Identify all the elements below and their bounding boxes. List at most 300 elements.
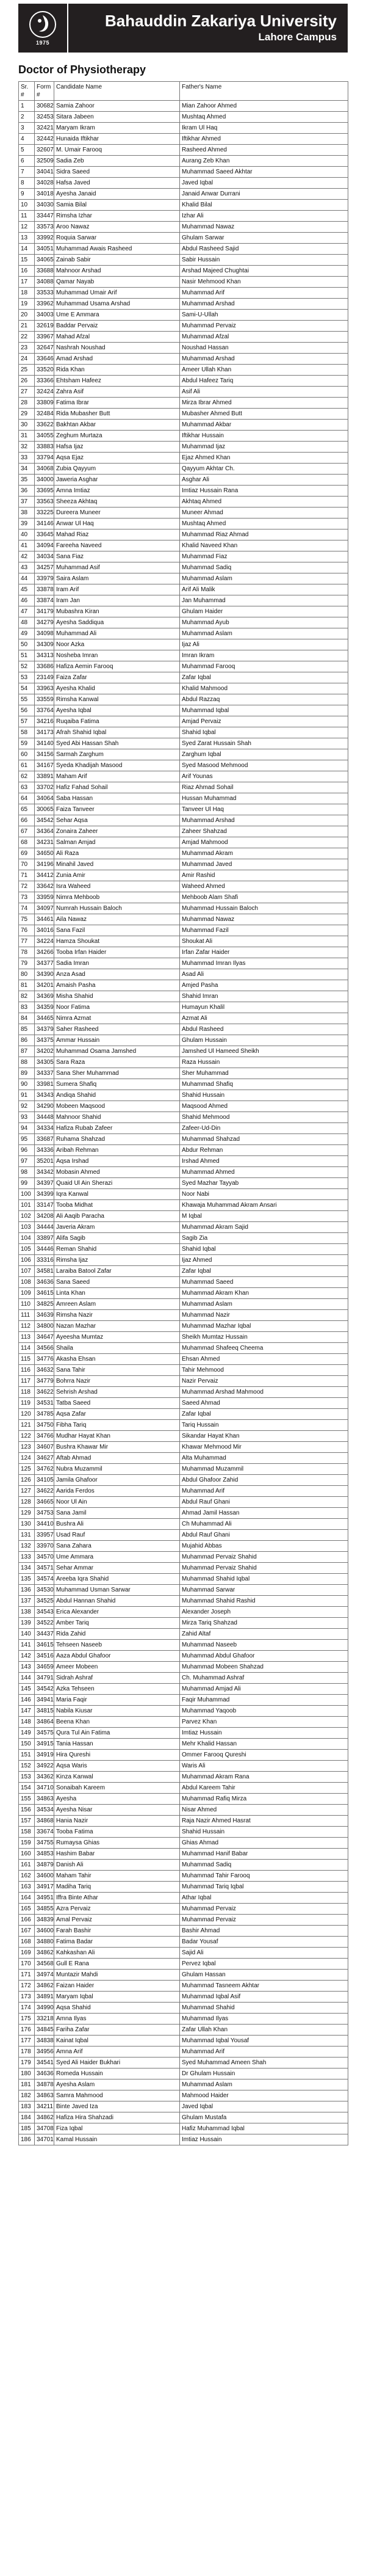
- table-row: [19, 683, 348, 694]
- form-number-cell: 32607: [35, 145, 54, 156]
- fathers-name-cell: Abdul Rauf Ghani: [180, 1530, 348, 1541]
- sr-cell: 29: [19, 409, 35, 420]
- table-row: [19, 343, 348, 354]
- table-row: [19, 1387, 348, 1398]
- sr-cell: 117: [19, 1376, 35, 1387]
- form-number-cell: 34622: [35, 1486, 54, 1497]
- candidate-name-cell: Quaid Ul Ain Sherazi: [54, 1178, 180, 1189]
- form-number-cell: 34570: [35, 1552, 54, 1563]
- sr-cell: 24: [19, 354, 35, 365]
- fathers-name-cell: Muhammad Arshad: [180, 354, 348, 365]
- table-row: [19, 1442, 348, 1453]
- table-row: [19, 1915, 348, 1926]
- form-number-cell: 32619: [35, 321, 54, 332]
- candidate-name-cell: Ehtsham Hafeez: [54, 376, 180, 387]
- fathers-name-cell: Sagib Zia: [180, 1233, 348, 1244]
- table-row: [19, 431, 348, 442]
- form-number-cell: 34167: [35, 760, 54, 771]
- table-row: [19, 1024, 348, 1035]
- candidate-name-cell: Sidra Saeed: [54, 167, 180, 178]
- candidate-name-cell: Aila Nawaz: [54, 914, 180, 925]
- form-number-cell: 33695: [35, 486, 54, 497]
- fathers-name-cell: Zafeer-Ud-Din: [180, 1123, 348, 1134]
- table-row: [19, 947, 348, 958]
- sr-cell: 92: [19, 1101, 35, 1112]
- form-number-cell: 33559: [35, 694, 54, 705]
- sr-cell: 126: [19, 1475, 35, 1486]
- fathers-name-cell: Zafar Iqbal: [180, 1266, 348, 1277]
- candidate-name-cell: Amna Arif: [54, 2047, 180, 2058]
- column-header-form: Form #: [35, 82, 54, 101]
- fathers-name-cell: Mushtaq Ahmed: [180, 518, 348, 529]
- sr-cell: 94: [19, 1123, 35, 1134]
- sr-cell: 49: [19, 628, 35, 639]
- fathers-name-cell: Khalid Naveed Khan: [180, 540, 348, 551]
- sr-cell: 28: [19, 398, 35, 409]
- table-row: [19, 2101, 348, 2112]
- table-row: [19, 738, 348, 749]
- table-row: [19, 694, 348, 705]
- candidate-name-cell: Zainab Sabir: [54, 255, 180, 266]
- fathers-name-cell: Faqir Muhammad: [180, 1695, 348, 1706]
- candidate-name-cell: Fiza Iqbal: [54, 2123, 180, 2134]
- fathers-name-cell: Muhammad Fazil: [180, 925, 348, 936]
- sr-cell: 177: [19, 2036, 35, 2047]
- table-row: [19, 354, 348, 365]
- table-row: [19, 914, 348, 925]
- table-row: [19, 826, 348, 837]
- fathers-name-cell: Hussan Muhammad: [180, 793, 348, 804]
- table-row: [19, 969, 348, 980]
- fathers-name-cell: Muhammad Shafiq: [180, 1079, 348, 1090]
- form-number-cell: 34522: [35, 1618, 54, 1629]
- form-number-cell: 33316: [35, 1255, 54, 1266]
- fathers-name-cell: Alexander Joseph: [180, 1607, 348, 1618]
- table-row: [19, 2025, 348, 2036]
- sr-cell: 147: [19, 1706, 35, 1717]
- form-number-cell: 34051: [35, 244, 54, 255]
- sr-cell: 170: [19, 1959, 35, 1970]
- fathers-name-cell: Syed Mazhar Tayyab: [180, 1178, 348, 1189]
- fathers-name-cell: Muhammad Naseeb: [180, 1640, 348, 1651]
- sr-cell: 87: [19, 1046, 35, 1057]
- candidate-name-cell: Syed Ali Haider Bukhari: [54, 2058, 180, 2068]
- fathers-name-cell: Muhammad Aslam: [180, 1299, 348, 1310]
- column-header-sr: Sr. #: [19, 82, 35, 101]
- form-number-cell: 34922: [35, 1761, 54, 1772]
- candidate-name-cell: Sana Sher Muhammad: [54, 1068, 180, 1079]
- candidate-name-cell: Muntazir Mahdi: [54, 1970, 180, 1981]
- form-number-cell: 34088: [35, 277, 54, 288]
- sr-cell: 101: [19, 1200, 35, 1211]
- form-number-cell: 34216: [35, 716, 54, 727]
- fathers-name-cell: Ch Muhammad Ali: [180, 1519, 348, 1530]
- sr-cell: 114: [19, 1343, 35, 1354]
- form-number-cell: 34068: [35, 464, 54, 475]
- form-number-cell: 34575: [35, 1728, 54, 1739]
- form-number-cell: 34636: [35, 2068, 54, 2079]
- table-row: [19, 672, 348, 683]
- table-row: [19, 716, 348, 727]
- form-number-cell: 34369: [35, 991, 54, 1002]
- candidate-name-cell: Areeba Iqra Shahid: [54, 1574, 180, 1585]
- table-row: [19, 1948, 348, 1959]
- table-row: [19, 540, 348, 551]
- table-row: [19, 771, 348, 782]
- candidate-name-cell: Muhammad Awais Rasheed: [54, 244, 180, 255]
- sr-cell: 112: [19, 1321, 35, 1332]
- candidate-name-cell: Binte Javed Iza: [54, 2101, 180, 2112]
- table-row: [19, 881, 348, 892]
- form-number-cell: 34917: [35, 1882, 54, 1893]
- candidate-name-cell: Sara Raza: [54, 1057, 180, 1068]
- fathers-name-cell: Sami-U-Ullah: [180, 310, 348, 321]
- table-row: [19, 1563, 348, 1574]
- form-number-cell: 34825: [35, 1299, 54, 1310]
- candidate-name-cell: Hania Nazir: [54, 1816, 180, 1827]
- form-number-cell: 34708: [35, 2123, 54, 2134]
- form-number-cell: 33366: [35, 376, 54, 387]
- sr-cell: 145: [19, 1684, 35, 1695]
- campus-name: Lahore Campus: [258, 31, 337, 43]
- candidate-name-cell: Faiza Tanveer: [54, 804, 180, 815]
- table-row: [19, 1112, 348, 1123]
- sr-cell: 150: [19, 1739, 35, 1750]
- sr-cell: 91: [19, 1090, 35, 1101]
- candidate-name-cell: Sheeza Akhtaq: [54, 497, 180, 508]
- form-number-cell: 30682: [35, 101, 54, 112]
- sr-cell: 53: [19, 672, 35, 683]
- table-row: [19, 1882, 348, 1893]
- candidate-name-cell: Zahra Asif: [54, 387, 180, 398]
- fathers-name-cell: Muhammad Iqbal: [180, 705, 348, 716]
- form-number-cell: 34755: [35, 1838, 54, 1849]
- sr-cell: 26: [19, 376, 35, 387]
- table-row: [19, 310, 348, 321]
- form-number-cell: 34853: [35, 1849, 54, 1860]
- table-row: [19, 1673, 348, 1684]
- fathers-name-cell: Sher Muhammad: [180, 1068, 348, 1079]
- sr-cell: 118: [19, 1387, 35, 1398]
- form-number-cell: 34334: [35, 1123, 54, 1134]
- form-number-cell: 34815: [35, 1706, 54, 1717]
- table-row: [19, 1101, 348, 1112]
- form-number-cell: 34461: [35, 914, 54, 925]
- table-row: [19, 1475, 348, 1486]
- form-number-cell: 34016: [35, 925, 54, 936]
- form-number-cell: 34839: [35, 1915, 54, 1926]
- sr-cell: 18: [19, 288, 35, 299]
- form-number-cell: 33959: [35, 892, 54, 903]
- form-number-cell: 34571: [35, 1563, 54, 1574]
- form-number-cell: 34541: [35, 2058, 54, 2068]
- candidate-name-cell: Qura Tul Ain Fatima: [54, 1728, 180, 1739]
- table-row: [19, 211, 348, 222]
- sr-cell: 4: [19, 134, 35, 145]
- form-number-cell: 34659: [35, 1662, 54, 1673]
- form-number-cell: 32442: [35, 134, 54, 145]
- table-row: [19, 1772, 348, 1783]
- fathers-name-cell: Imran Ikram: [180, 650, 348, 661]
- form-number-cell: 32424: [35, 387, 54, 398]
- sr-cell: 160: [19, 1849, 35, 1860]
- sr-cell: 44: [19, 573, 35, 584]
- sr-cell: 98: [19, 1167, 35, 1178]
- candidate-name-cell: Kinza Kanwal: [54, 1772, 180, 1783]
- sr-cell: 2: [19, 112, 35, 123]
- candidate-name-cell: Hira Qureshi: [54, 1750, 180, 1761]
- sr-cell: 37: [19, 497, 35, 508]
- candidate-name-cell: Mobasin Ahmed: [54, 1167, 180, 1178]
- candidate-name-cell: Zubia Qayyum: [54, 464, 180, 475]
- table-row: [19, 1739, 348, 1750]
- sr-cell: 102: [19, 1211, 35, 1222]
- form-number-cell: 34343: [35, 1090, 54, 1101]
- candidate-name-cell: Jamila Ghafoor: [54, 1475, 180, 1486]
- sr-cell: 66: [19, 815, 35, 826]
- fathers-name-cell: Mujahid Abbas: [180, 1541, 348, 1552]
- table-row: [19, 837, 348, 848]
- fathers-name-cell: Muhammad Tariq Iqbal: [180, 1882, 348, 1893]
- candidate-name-cell: Nabila Kiusar: [54, 1706, 180, 1717]
- table-row: [19, 925, 348, 936]
- fathers-name-cell: Javed Iqbal: [180, 2101, 348, 2112]
- fathers-name-cell: Muhammad Fiaz: [180, 551, 348, 562]
- form-number-cell: 34173: [35, 727, 54, 738]
- candidate-name-cell: Mubashra Kiran: [54, 606, 180, 617]
- table-row: [19, 1431, 348, 1442]
- table-row: [19, 903, 348, 914]
- fathers-name-cell: Muhammad Nawaz: [180, 222, 348, 233]
- fathers-name-cell: Muhammad Tahir Farooq: [180, 1871, 348, 1882]
- fathers-name-cell: Muhammad Tasneem Akhtar: [180, 1981, 348, 1992]
- sr-cell: 78: [19, 947, 35, 958]
- form-number-cell: 32509: [35, 156, 54, 167]
- form-number-cell: 33520: [35, 365, 54, 376]
- candidate-name-cell: Javeria Akram: [54, 1222, 180, 1233]
- form-number-cell: 33967: [35, 332, 54, 343]
- form-number-cell: 32647: [35, 343, 54, 354]
- candidate-name-cell: Akasha Ehsan: [54, 1354, 180, 1365]
- program-title: Doctor of Physiotherapy: [18, 64, 146, 76]
- candidate-name-cell: Usad Rauf: [54, 1530, 180, 1541]
- form-number-cell: 34785: [35, 1409, 54, 1420]
- form-number-cell: 34231: [35, 837, 54, 848]
- form-number-cell: 34891: [35, 1992, 54, 2003]
- table-row: [19, 1222, 348, 1233]
- form-number-cell: 34639: [35, 1310, 54, 1321]
- sr-cell: 32: [19, 442, 35, 453]
- university-header: [18, 4, 348, 53]
- form-number-cell: 34064: [35, 793, 54, 804]
- table-row: [19, 1420, 348, 1431]
- candidate-name-cell: Sehrish Arshad: [54, 1387, 180, 1398]
- table-row: [19, 1200, 348, 1211]
- table-row: [19, 1805, 348, 1816]
- candidate-name-cell: Isra Waheed: [54, 881, 180, 892]
- table-row: [19, 200, 348, 211]
- fathers-name-cell: Nasir Mehmood Khan: [180, 277, 348, 288]
- sr-cell: 95: [19, 1134, 35, 1145]
- fathers-name-cell: Muhammad Shahid Iqbal: [180, 1574, 348, 1585]
- form-number-cell: 34878: [35, 2079, 54, 2090]
- candidate-name-cell: Noor Ul Ain: [54, 1497, 180, 1508]
- candidate-name-cell: Maryam Ikram: [54, 123, 180, 134]
- fathers-name-cell: Iftikhar Hussain: [180, 431, 348, 442]
- sr-cell: 43: [19, 562, 35, 573]
- candidate-name-cell: Ruqaiba Fatima: [54, 716, 180, 727]
- candidate-name-cell: Sana Tahir: [54, 1365, 180, 1376]
- sr-cell: 71: [19, 870, 35, 881]
- sr-cell: 10: [19, 200, 35, 211]
- table-row: [19, 1552, 348, 1563]
- table-row: [19, 1288, 348, 1299]
- table-row: [19, 1904, 348, 1915]
- fathers-name-cell: Ghulam Hassan: [180, 1970, 348, 1981]
- table-row: [19, 1530, 348, 1541]
- table-row: [19, 1233, 348, 1244]
- form-number-cell: 34465: [35, 1013, 54, 1024]
- table-row: [19, 705, 348, 716]
- sr-cell: 138: [19, 1607, 35, 1618]
- sr-cell: 46: [19, 595, 35, 606]
- fathers-name-cell: Mahmood Haider: [180, 2090, 348, 2101]
- sr-cell: 156: [19, 1805, 35, 1816]
- candidate-name-cell: Maham Arif: [54, 771, 180, 782]
- candidate-name-cell: Sana Fiaz: [54, 551, 180, 562]
- sr-cell: 140: [19, 1629, 35, 1640]
- fathers-name-cell: Muhammad Iqbal Yousaf: [180, 2036, 348, 2047]
- table-row: [19, 1167, 348, 1178]
- table-row: [19, 2123, 348, 2134]
- sr-cell: 77: [19, 936, 35, 947]
- fathers-name-cell: Jamshed Ul Hameed Sheikh: [180, 1046, 348, 1057]
- table-row: [19, 1035, 348, 1046]
- fathers-name-cell: Iftikhar Ahmed: [180, 134, 348, 145]
- fathers-name-cell: Ijaz Ali: [180, 639, 348, 650]
- table-row: [19, 980, 348, 991]
- form-number-cell: 34412: [35, 870, 54, 881]
- candidate-name-cell: Dureera Muneer: [54, 508, 180, 518]
- sr-cell: 128: [19, 1497, 35, 1508]
- candidate-name-cell: Ammar Hussain: [54, 1035, 180, 1046]
- fathers-name-cell: Muhammad Rafiq Mirza: [180, 1794, 348, 1805]
- sr-cell: 169: [19, 1948, 35, 1959]
- fathers-name-cell: Waheed Ahmed: [180, 881, 348, 892]
- fathers-name-cell: Arif Ali Malik: [180, 584, 348, 595]
- sr-cell: 178: [19, 2047, 35, 2058]
- table-row: [19, 793, 348, 804]
- form-number-cell: 34342: [35, 1167, 54, 1178]
- sr-cell: 179: [19, 2058, 35, 2068]
- table-row: [19, 464, 348, 475]
- form-number-cell: 23149: [35, 672, 54, 683]
- table-row: [19, 1596, 348, 1607]
- form-number-cell: 34990: [35, 2003, 54, 2014]
- candidate-name-cell: Hafiza Hira Shahzadi: [54, 2112, 180, 2123]
- fathers-name-cell: Muhammad Akbar: [180, 420, 348, 431]
- fathers-name-cell: Javed Iqbal: [180, 178, 348, 189]
- column-header-fathers-name: Father's Name: [180, 82, 348, 101]
- sr-cell: 75: [19, 914, 35, 925]
- sr-cell: 168: [19, 1937, 35, 1948]
- form-number-cell: 33218: [35, 2014, 54, 2025]
- table-row: [19, 749, 348, 760]
- fathers-name-cell: Irshad Ahmed: [180, 1156, 348, 1167]
- table-row: [19, 1189, 348, 1200]
- form-number-cell: 34208: [35, 1211, 54, 1222]
- table-row: [19, 189, 348, 200]
- table-row: [19, 1750, 348, 1761]
- fathers-name-cell: Muhammad Farooq: [180, 661, 348, 672]
- form-number-cell: 33957: [35, 1530, 54, 1541]
- sr-cell: 1: [19, 101, 35, 112]
- table-row: [19, 453, 348, 464]
- candidate-name-cell: Mahad Afzal: [54, 332, 180, 343]
- table-row: [19, 266, 348, 277]
- table-row: [19, 518, 348, 529]
- candidate-name-cell: Ayesha Nisar: [54, 1805, 180, 1816]
- fathers-name-cell: Muhammad Arif: [180, 1486, 348, 1497]
- candidate-name-cell: Madiha Tariq: [54, 1882, 180, 1893]
- candidate-name-cell: Aqsa Ejaz: [54, 453, 180, 464]
- sr-cell: 5: [19, 145, 35, 156]
- form-number-cell: 33147: [35, 1200, 54, 1211]
- sr-cell: 52: [19, 661, 35, 672]
- fathers-name-cell: Khalid Mahmood: [180, 683, 348, 694]
- sr-cell: 41: [19, 540, 35, 551]
- fathers-name-cell: Ghulam Hussain: [180, 1035, 348, 1046]
- form-number-cell: 34437: [35, 1629, 54, 1640]
- table-row: [19, 508, 348, 518]
- fathers-name-cell: Amjad Pervaiz: [180, 716, 348, 727]
- sr-cell: 180: [19, 2068, 35, 2079]
- sr-cell: 68: [19, 837, 35, 848]
- form-number-cell: 34530: [35, 1585, 54, 1596]
- table-row: [19, 145, 348, 156]
- sr-cell: 111: [19, 1310, 35, 1321]
- candidate-name-cell: Aribah Rehman: [54, 1145, 180, 1156]
- sr-cell: 39: [19, 518, 35, 529]
- form-number-cell: 34566: [35, 1343, 54, 1354]
- form-number-cell: 34600: [35, 1871, 54, 1882]
- candidate-name-cell: Bohrra Nazir: [54, 1376, 180, 1387]
- sr-cell: 159: [19, 1838, 35, 1849]
- sr-cell: 25: [19, 365, 35, 376]
- candidate-name-cell: Ayesha Saddiqua: [54, 617, 180, 628]
- fathers-name-cell: Amjad Mahmood: [180, 837, 348, 848]
- form-number-cell: 34390: [35, 969, 54, 980]
- sr-cell: 142: [19, 1651, 35, 1662]
- form-number-cell: 33970: [35, 1541, 54, 1552]
- table-row: [19, 2036, 348, 2047]
- table-row: [19, 1057, 348, 1068]
- form-number-cell: 34224: [35, 936, 54, 947]
- table-row: [19, 321, 348, 332]
- form-number-cell: 34094: [35, 540, 54, 551]
- table-row: [19, 244, 348, 255]
- form-number-cell: 34309: [35, 639, 54, 650]
- sr-cell: 176: [19, 2025, 35, 2036]
- fathers-name-cell: Abdur Rehman: [180, 1145, 348, 1156]
- table-row: [19, 936, 348, 947]
- form-number-cell: 34919: [35, 1750, 54, 1761]
- table-row: [19, 1640, 348, 1651]
- fathers-name-cell: Mushtaq Ahmed: [180, 112, 348, 123]
- table-row: [19, 1761, 348, 1772]
- fathers-name-cell: Muhammad Amjad Ali: [180, 1684, 348, 1695]
- fathers-name-cell: Riaz Ahmad Sohail: [180, 782, 348, 793]
